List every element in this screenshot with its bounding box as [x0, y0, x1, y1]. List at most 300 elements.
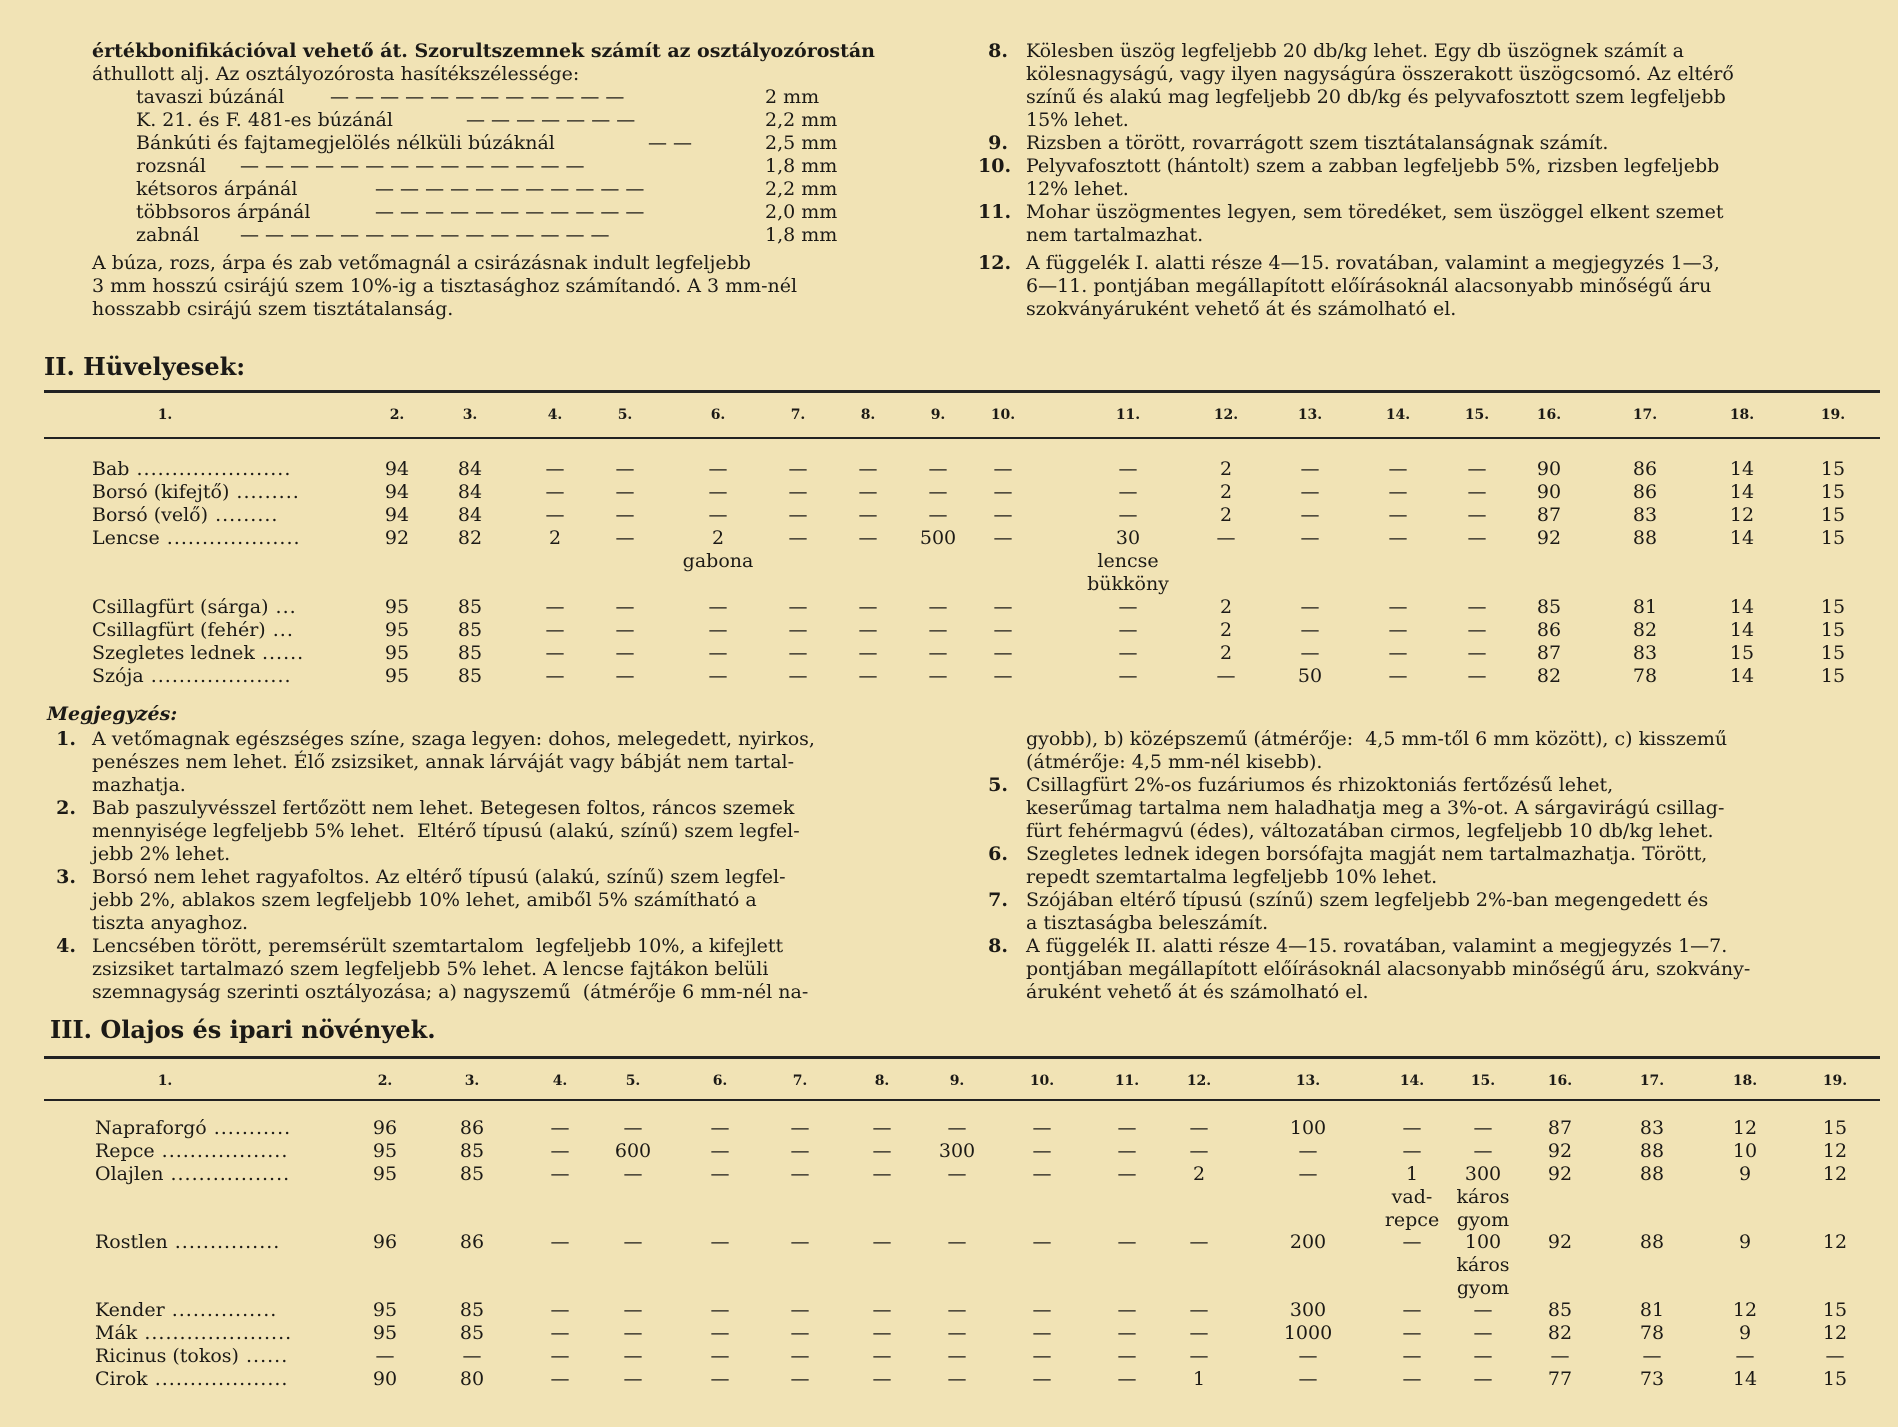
table-cell: —	[790, 1163, 810, 1185]
table-cell: —	[623, 1345, 643, 1367]
note-number: 12.	[978, 252, 1012, 274]
column-header: 1.	[157, 407, 173, 423]
table-cell: —	[1402, 1299, 1422, 1321]
table-cell: —	[623, 1322, 643, 1344]
crop-name: Rostlen	[95, 1231, 168, 1253]
leader-dots: ..................	[154, 1140, 289, 1162]
table-cell: —	[1473, 1117, 1493, 1139]
note-line: A függelék II. alatti része 4—15. rovatában, valamint a megjegyzés 1—7.	[1026, 935, 1728, 957]
sieve-value: 1,8 mm	[765, 224, 838, 246]
column-header: 2.	[389, 407, 405, 423]
column-header: 8.	[860, 407, 876, 423]
table-cell: 90	[372, 1368, 398, 1390]
table-cell: 9	[1738, 1231, 1752, 1253]
table-cell: 1000	[1283, 1322, 1333, 1344]
table-cell: 85	[1536, 596, 1562, 618]
table-cell: 15	[1820, 619, 1846, 641]
table-cell: 95	[384, 642, 410, 664]
table-cell: —	[872, 1140, 892, 1162]
note-line: Bab paszulyvésszel fertőzött nem lehet. Betegesen foltos, ráncos szemek	[92, 797, 795, 819]
table-cell: 95	[372, 1140, 398, 1162]
table-rule	[44, 390, 1880, 393]
table-cell: —	[1189, 1117, 1209, 1139]
table-cell: —	[1473, 1322, 1493, 1344]
crop-name: Mák	[95, 1322, 138, 1344]
sieve-value: 2,0 mm	[765, 201, 838, 223]
leader-dots: ......................	[129, 458, 292, 480]
table-cell: —	[858, 458, 878, 480]
sieve-dash: — — — — — — — — — — — — — — —	[240, 224, 610, 246]
table-cell: —	[790, 1368, 810, 1390]
table-cell: 85	[459, 1163, 485, 1185]
crop-name: Csillagfürt (sárga)	[92, 596, 269, 618]
table-cell: —	[1298, 1368, 1318, 1390]
table-cell: —	[550, 1117, 570, 1139]
table-cell: —	[788, 665, 808, 687]
table-cell: —	[550, 1163, 570, 1185]
sieve-dash: — — — — — — —	[466, 109, 636, 131]
table-cell: —	[710, 1140, 730, 1162]
table-cell: 86	[459, 1117, 485, 1139]
table-cell: —	[1300, 481, 1320, 503]
table-cell: 30	[1115, 527, 1141, 549]
note-line: Borsó nem lehet ragyafoltos. Az eltérő típusú (alakú, színű) szem legfel-	[92, 866, 786, 888]
note-line: A függelék I. alatti része 4—15. rovatában, valamint a megjegyzés 1—3,	[1026, 252, 1720, 274]
sieve-dash: — — — — — — — — — — —	[375, 178, 645, 200]
table-cell: 9	[1738, 1163, 1752, 1185]
table-cell: 2	[1219, 619, 1233, 641]
column-header: 17.	[1639, 1073, 1665, 1089]
table-cell: —	[623, 1299, 643, 1321]
germination-para-1: A búza, rozs, árpa és zab vetőmagnál a csirázásnak indult legfeljebb	[92, 252, 751, 274]
table-cell: 300	[938, 1140, 976, 1162]
column-header: 15.	[1464, 407, 1490, 423]
table-cell: —	[947, 1345, 967, 1367]
table-cell: —	[710, 1231, 730, 1253]
table-cell: 15	[1822, 1299, 1848, 1321]
table-cell: —	[1402, 1231, 1422, 1253]
note-line: Pelyvafosztott (hántolt) szem a zabban legfeljebb 5%, rizsben legfeljebb	[1026, 155, 1720, 177]
table-cell: 9	[1738, 1322, 1752, 1344]
column-header: 18.	[1732, 1073, 1758, 1089]
table-cell: 95	[372, 1322, 398, 1344]
table-cell: —	[928, 458, 948, 480]
table-cell: —	[1032, 1368, 1052, 1390]
table-cell: —	[872, 1231, 892, 1253]
table-cell: 15	[1820, 504, 1846, 526]
table-cell: —	[790, 1322, 810, 1344]
table-cell: —	[858, 642, 878, 664]
column-header: 3.	[462, 407, 478, 423]
table-cell: —	[1473, 1345, 1493, 1367]
table-cell: 12	[1822, 1231, 1848, 1253]
table-cell: 86	[1632, 481, 1658, 503]
column-header: 1.	[157, 1073, 173, 1089]
sieve-label: tavaszi búzánál	[136, 86, 285, 108]
table-cell: 88	[1639, 1140, 1665, 1162]
table-cell: —	[1467, 642, 1487, 664]
note-line: Csillagfürt 2%-os fuzáriumos és rhizoktoniás fertőzésű lehet,	[1026, 774, 1614, 796]
table-cell: 200	[1289, 1231, 1327, 1253]
crop-name: Szója	[92, 665, 144, 687]
table-cell: —	[788, 642, 808, 664]
table-cell: —	[1300, 504, 1320, 526]
column-header: 14.	[1399, 1073, 1425, 1089]
table-cell: 12	[1732, 1299, 1758, 1321]
table-cell: 15	[1729, 642, 1755, 664]
column-header: 13.	[1297, 407, 1323, 423]
table-cell: —	[993, 619, 1013, 641]
table-cell: —	[928, 642, 948, 664]
table-cell: 92	[1547, 1231, 1573, 1253]
table-cell: —	[1402, 1345, 1422, 1367]
table-cell: —	[993, 665, 1013, 687]
table-cell: 85	[1547, 1299, 1573, 1321]
table-cell: —	[872, 1368, 892, 1390]
leader-dots: ......	[238, 1345, 289, 1367]
sieve-label: többsoros árpánál	[136, 201, 311, 223]
table-cell: —	[872, 1117, 892, 1139]
column-header: 11.	[1114, 1073, 1140, 1089]
row-label	[95, 1322, 292, 1345]
note-line: kölesnagyságú, vagy ilyen nagyságúra összerakott üszögcsomó. Az eltérő	[1026, 63, 1734, 85]
sieve-dash: — — — — — — — — — — —	[375, 201, 645, 223]
table-cell: —	[1300, 596, 1320, 618]
sieve-dash: — — — — — — — — — — — —	[330, 86, 625, 108]
note-line: repedt szemtartalma legfeljebb 10% lehet.	[1026, 866, 1438, 888]
table-cell: 50	[1297, 665, 1323, 687]
note-number: 1.	[56, 728, 76, 750]
table-cell: —	[1402, 1368, 1422, 1390]
table-cell: 15	[1820, 642, 1846, 664]
table-cell: 82	[1547, 1322, 1573, 1344]
table-cell: 14	[1729, 665, 1755, 687]
note-number: 2.	[56, 797, 76, 819]
table-cell: —	[788, 504, 808, 526]
table-cell: 83	[1632, 642, 1658, 664]
note-line: zsizsiket tartalmazó szem legfeljebb 5% lehet. A lencse fajtákon belüli	[92, 958, 769, 980]
crop-name: Cirok	[95, 1368, 148, 1390]
table-cell: 82	[1632, 619, 1658, 641]
row-label	[95, 1117, 291, 1140]
table-cell: —	[708, 596, 728, 618]
table-cell: —	[623, 1117, 643, 1139]
column-header: 4.	[547, 407, 563, 423]
table-cell: —	[1117, 1299, 1137, 1321]
table-cell: —	[947, 1231, 967, 1253]
sieve-label: zabnál	[136, 224, 200, 246]
note-number: 4.	[56, 935, 76, 957]
cell-annotation: lencse bükköny	[1087, 550, 1169, 595]
table-cell: 15	[1822, 1117, 1848, 1139]
note-line: áruként vehető át és számolható el.	[1026, 981, 1369, 1003]
table-cell: —	[1032, 1117, 1052, 1139]
column-header: 5.	[625, 1073, 641, 1089]
table-cell: 94	[384, 504, 410, 526]
table-cell: 15	[1822, 1368, 1848, 1390]
note-line: gyobb), b) középszemű (átmérője: 4,5 mm-től 6 mm között), c) kisszemű	[1026, 728, 1728, 750]
note-number: 6.	[988, 843, 1008, 865]
note-line: Szójában eltérő típusú (színű) szem legfeljebb 2%-ban megengedett és	[1026, 889, 1709, 911]
table-cell: —	[545, 504, 565, 526]
sieve-value: 2,5 mm	[765, 132, 838, 154]
row-label	[92, 596, 297, 619]
sieve-label: rozsnál	[136, 155, 206, 177]
leader-dots: ...................	[147, 1368, 289, 1390]
table-cell: 88	[1632, 527, 1658, 549]
table-cell: —	[1118, 596, 1138, 618]
table-cell: —	[993, 504, 1013, 526]
leader-dots: ...................	[159, 527, 301, 549]
table-cell: —	[993, 458, 1013, 480]
column-header: 19.	[1822, 1073, 1848, 1089]
crop-name: Napraforgó	[95, 1117, 207, 1139]
table-cell: —	[708, 665, 728, 687]
sieve-value: 1,8 mm	[765, 155, 838, 177]
table-cell: 95	[372, 1299, 398, 1321]
table-cell: —	[1473, 1368, 1493, 1390]
table-cell: —	[710, 1322, 730, 1344]
column-header: 13.	[1295, 1073, 1321, 1089]
table-cell: —	[1032, 1140, 1052, 1162]
table-cell: 85	[457, 619, 483, 641]
note-number: 9.	[988, 132, 1008, 154]
section-title-legumes: II. Hüvelyesek:	[44, 352, 246, 381]
table-cell: —	[858, 481, 878, 503]
sieve-value: 2 mm	[765, 86, 820, 108]
table-cell: 87	[1536, 642, 1562, 664]
column-header: 6.	[710, 407, 726, 423]
table-cell: —	[1825, 1345, 1845, 1367]
table-cell: —	[1467, 481, 1487, 503]
table-cell: —	[1300, 458, 1320, 480]
table-cell: —	[928, 504, 948, 526]
table-cell: —	[858, 596, 878, 618]
table-cell: —	[872, 1163, 892, 1185]
table-cell: —	[615, 596, 635, 618]
table-cell: —	[615, 665, 635, 687]
table-cell: —	[790, 1345, 810, 1367]
table-cell: —	[1298, 1140, 1318, 1162]
table-cell: 12	[1732, 1117, 1758, 1139]
table-cell: —	[1189, 1299, 1209, 1321]
table-cell: —	[790, 1299, 810, 1321]
table-cell: —	[858, 619, 878, 641]
row-label	[92, 458, 291, 481]
note-line: 6—11. pontjában megállapított előírásoknál alacsonyabb minőségű áru	[1026, 275, 1712, 297]
table-cell: 12	[1822, 1163, 1848, 1185]
table-cell: —	[1189, 1322, 1209, 1344]
leader-dots: ...........	[206, 1117, 292, 1139]
notes-heading: Megjegyzés:	[47, 703, 178, 725]
table-cell: —	[545, 642, 565, 664]
row-label	[92, 665, 292, 688]
crop-name: Csillagfürt (fehér)	[92, 619, 266, 641]
leader-dots: ......	[254, 642, 305, 664]
table-cell: —	[1117, 1368, 1137, 1390]
table-cell: —	[708, 642, 728, 664]
note-line: tiszta anyaghoz.	[92, 912, 248, 934]
table-cell: —	[928, 619, 948, 641]
table-cell: —	[1388, 481, 1408, 503]
table-cell: —	[710, 1345, 730, 1367]
table-cell: 87	[1547, 1117, 1573, 1139]
column-header: 4.	[552, 1073, 568, 1089]
row-label	[92, 481, 300, 504]
table-cell: —	[623, 1163, 643, 1185]
table-cell: —	[993, 527, 1013, 549]
table-cell: —	[550, 1231, 570, 1253]
column-header: 14.	[1385, 407, 1411, 423]
crop-name: Szegletes lednek	[92, 642, 255, 664]
table-cell: —	[1467, 665, 1487, 687]
table-cell: —	[545, 481, 565, 503]
table-cell: —	[1117, 1231, 1137, 1253]
table-cell: 95	[384, 665, 410, 687]
table-cell: —	[1189, 1140, 1209, 1162]
table-cell: 15	[1820, 458, 1846, 480]
leader-dots: ....................	[143, 665, 292, 687]
row-label	[95, 1299, 277, 1322]
table-cell: —	[1117, 1140, 1137, 1162]
table-cell: 300	[1464, 1163, 1502, 1185]
table-cell: 86	[459, 1231, 485, 1253]
leader-dots: ...	[265, 619, 294, 641]
table-cell: 1	[1405, 1163, 1419, 1185]
table-cell: —	[1388, 527, 1408, 549]
table-cell: —	[623, 1368, 643, 1390]
table-cell: —	[788, 481, 808, 503]
table-cell: —	[615, 619, 635, 641]
table-cell: 2	[1192, 1163, 1206, 1185]
table-cell: 85	[459, 1299, 485, 1321]
note-line: Kölesben üszög legfeljebb 20 db/kg lehet. Egy db üszögnek számít a	[1026, 40, 1685, 62]
table-cell: —	[1298, 1163, 1318, 1185]
table-cell: —	[710, 1299, 730, 1321]
table-cell: —	[1118, 481, 1138, 503]
table-cell: —	[872, 1299, 892, 1321]
note-line: mazhatja.	[92, 774, 186, 796]
note-line: nem tartalmazhat.	[1026, 224, 1204, 246]
table-cell: —	[947, 1322, 967, 1344]
table-cell: —	[858, 665, 878, 687]
column-header: 9.	[949, 1073, 965, 1089]
column-header: 7.	[792, 1073, 808, 1089]
table-cell: —	[1189, 1345, 1209, 1367]
crop-name: Kender	[95, 1299, 165, 1321]
table-cell: 15	[1820, 527, 1846, 549]
table-cell: 2	[711, 527, 725, 549]
table-cell: —	[928, 481, 948, 503]
table-cell: 85	[457, 596, 483, 618]
table-cell: —	[1118, 619, 1138, 641]
table-cell: 78	[1639, 1322, 1665, 1344]
column-header: 12.	[1186, 1073, 1212, 1089]
table-cell: 14	[1729, 619, 1755, 641]
note-number: 3.	[56, 866, 76, 888]
germination-para-2: 3 mm hosszú csirájú szem 10%-ig a tisztasághoz számítandó. A 3 mm-nél	[92, 275, 798, 297]
column-header: 17.	[1632, 407, 1658, 423]
table-cell: —	[1117, 1345, 1137, 1367]
table-cell: —	[788, 596, 808, 618]
table-cell: —	[928, 596, 948, 618]
table-cell: 500	[919, 527, 957, 549]
table-cell: 96	[372, 1117, 398, 1139]
table-cell: —	[1402, 1117, 1422, 1139]
note-line: szemnagyság szerinti osztályozása; a) nagyszemű (átmérője 6 mm-nél na-	[92, 981, 809, 1003]
table-cell: 1	[1192, 1368, 1206, 1390]
row-label	[92, 504, 278, 527]
table-cell: 100	[1289, 1117, 1327, 1139]
table-cell: —	[858, 504, 878, 526]
table-cell: 92	[384, 527, 410, 549]
table-cell: —	[710, 1368, 730, 1390]
column-header: 12.	[1213, 407, 1239, 423]
table-cell: 77	[1547, 1368, 1573, 1390]
table-cell: —	[375, 1345, 395, 1367]
table-cell: —	[1388, 458, 1408, 480]
table-cell: —	[1300, 642, 1320, 664]
note-line: jebb 2% lehet.	[92, 843, 231, 865]
table-cell: —	[947, 1299, 967, 1321]
table-cell: 84	[457, 481, 483, 503]
table-cell: —	[550, 1140, 570, 1162]
table-cell: 96	[372, 1231, 398, 1253]
table-cell: 12	[1822, 1140, 1848, 1162]
note-line: Lencsében törött, peremsérült szemtartalom legfeljebb 10%, a kifejlett	[92, 935, 784, 957]
table-cell: 95	[372, 1163, 398, 1185]
note-line: penészes nem lehet. Élő zsizsiket, annak lárváját vagy bábját nem tartal-	[92, 751, 795, 773]
table-cell: —	[1402, 1140, 1422, 1162]
note-line: A vetőmagnak egészséges színe, szaga legyen: dohos, melegedett, nyirkos,	[92, 728, 815, 750]
table-cell: —	[790, 1117, 810, 1139]
column-header: 11.	[1115, 407, 1141, 423]
table-cell: —	[550, 1345, 570, 1367]
table-cell: 2	[1219, 481, 1233, 503]
column-header: 16.	[1547, 1073, 1573, 1089]
table-cell: 85	[459, 1140, 485, 1162]
column-header: 10.	[990, 407, 1016, 423]
table-cell: —	[615, 527, 635, 549]
table-cell: 15	[1820, 665, 1846, 687]
table-cell: 90	[1536, 458, 1562, 480]
table-cell: —	[790, 1231, 810, 1253]
table-cell: 87	[1536, 504, 1562, 526]
table-cell: —	[615, 642, 635, 664]
table-cell: —	[1216, 665, 1236, 687]
table-cell: —	[710, 1163, 730, 1185]
column-header: 9.	[930, 407, 946, 423]
sieve-label: kétsoros árpánál	[136, 178, 298, 200]
table-cell: —	[708, 504, 728, 526]
cell-annotation: káros gyom	[1456, 1254, 1510, 1299]
table-cell: —	[545, 458, 565, 480]
table-cell: —	[1300, 527, 1320, 549]
table-cell: 92	[1536, 527, 1562, 549]
table-cell: 300	[1289, 1299, 1327, 1321]
table-cell: —	[550, 1299, 570, 1321]
column-header: 3.	[464, 1073, 480, 1089]
note-number: 10.	[978, 155, 1012, 177]
table-cell: —	[1467, 527, 1487, 549]
column-header: 18.	[1729, 407, 1755, 423]
note-line: keserűmag tartalma nem haladhatja meg a 3%-ot. A sárgavirágú csillag-	[1026, 797, 1725, 819]
cell-annotation: gabona	[682, 550, 754, 572]
table-cell: 2	[1219, 458, 1233, 480]
table-cell: 86	[1536, 619, 1562, 641]
table-cell: —	[1467, 504, 1487, 526]
table-cell: —	[1032, 1231, 1052, 1253]
